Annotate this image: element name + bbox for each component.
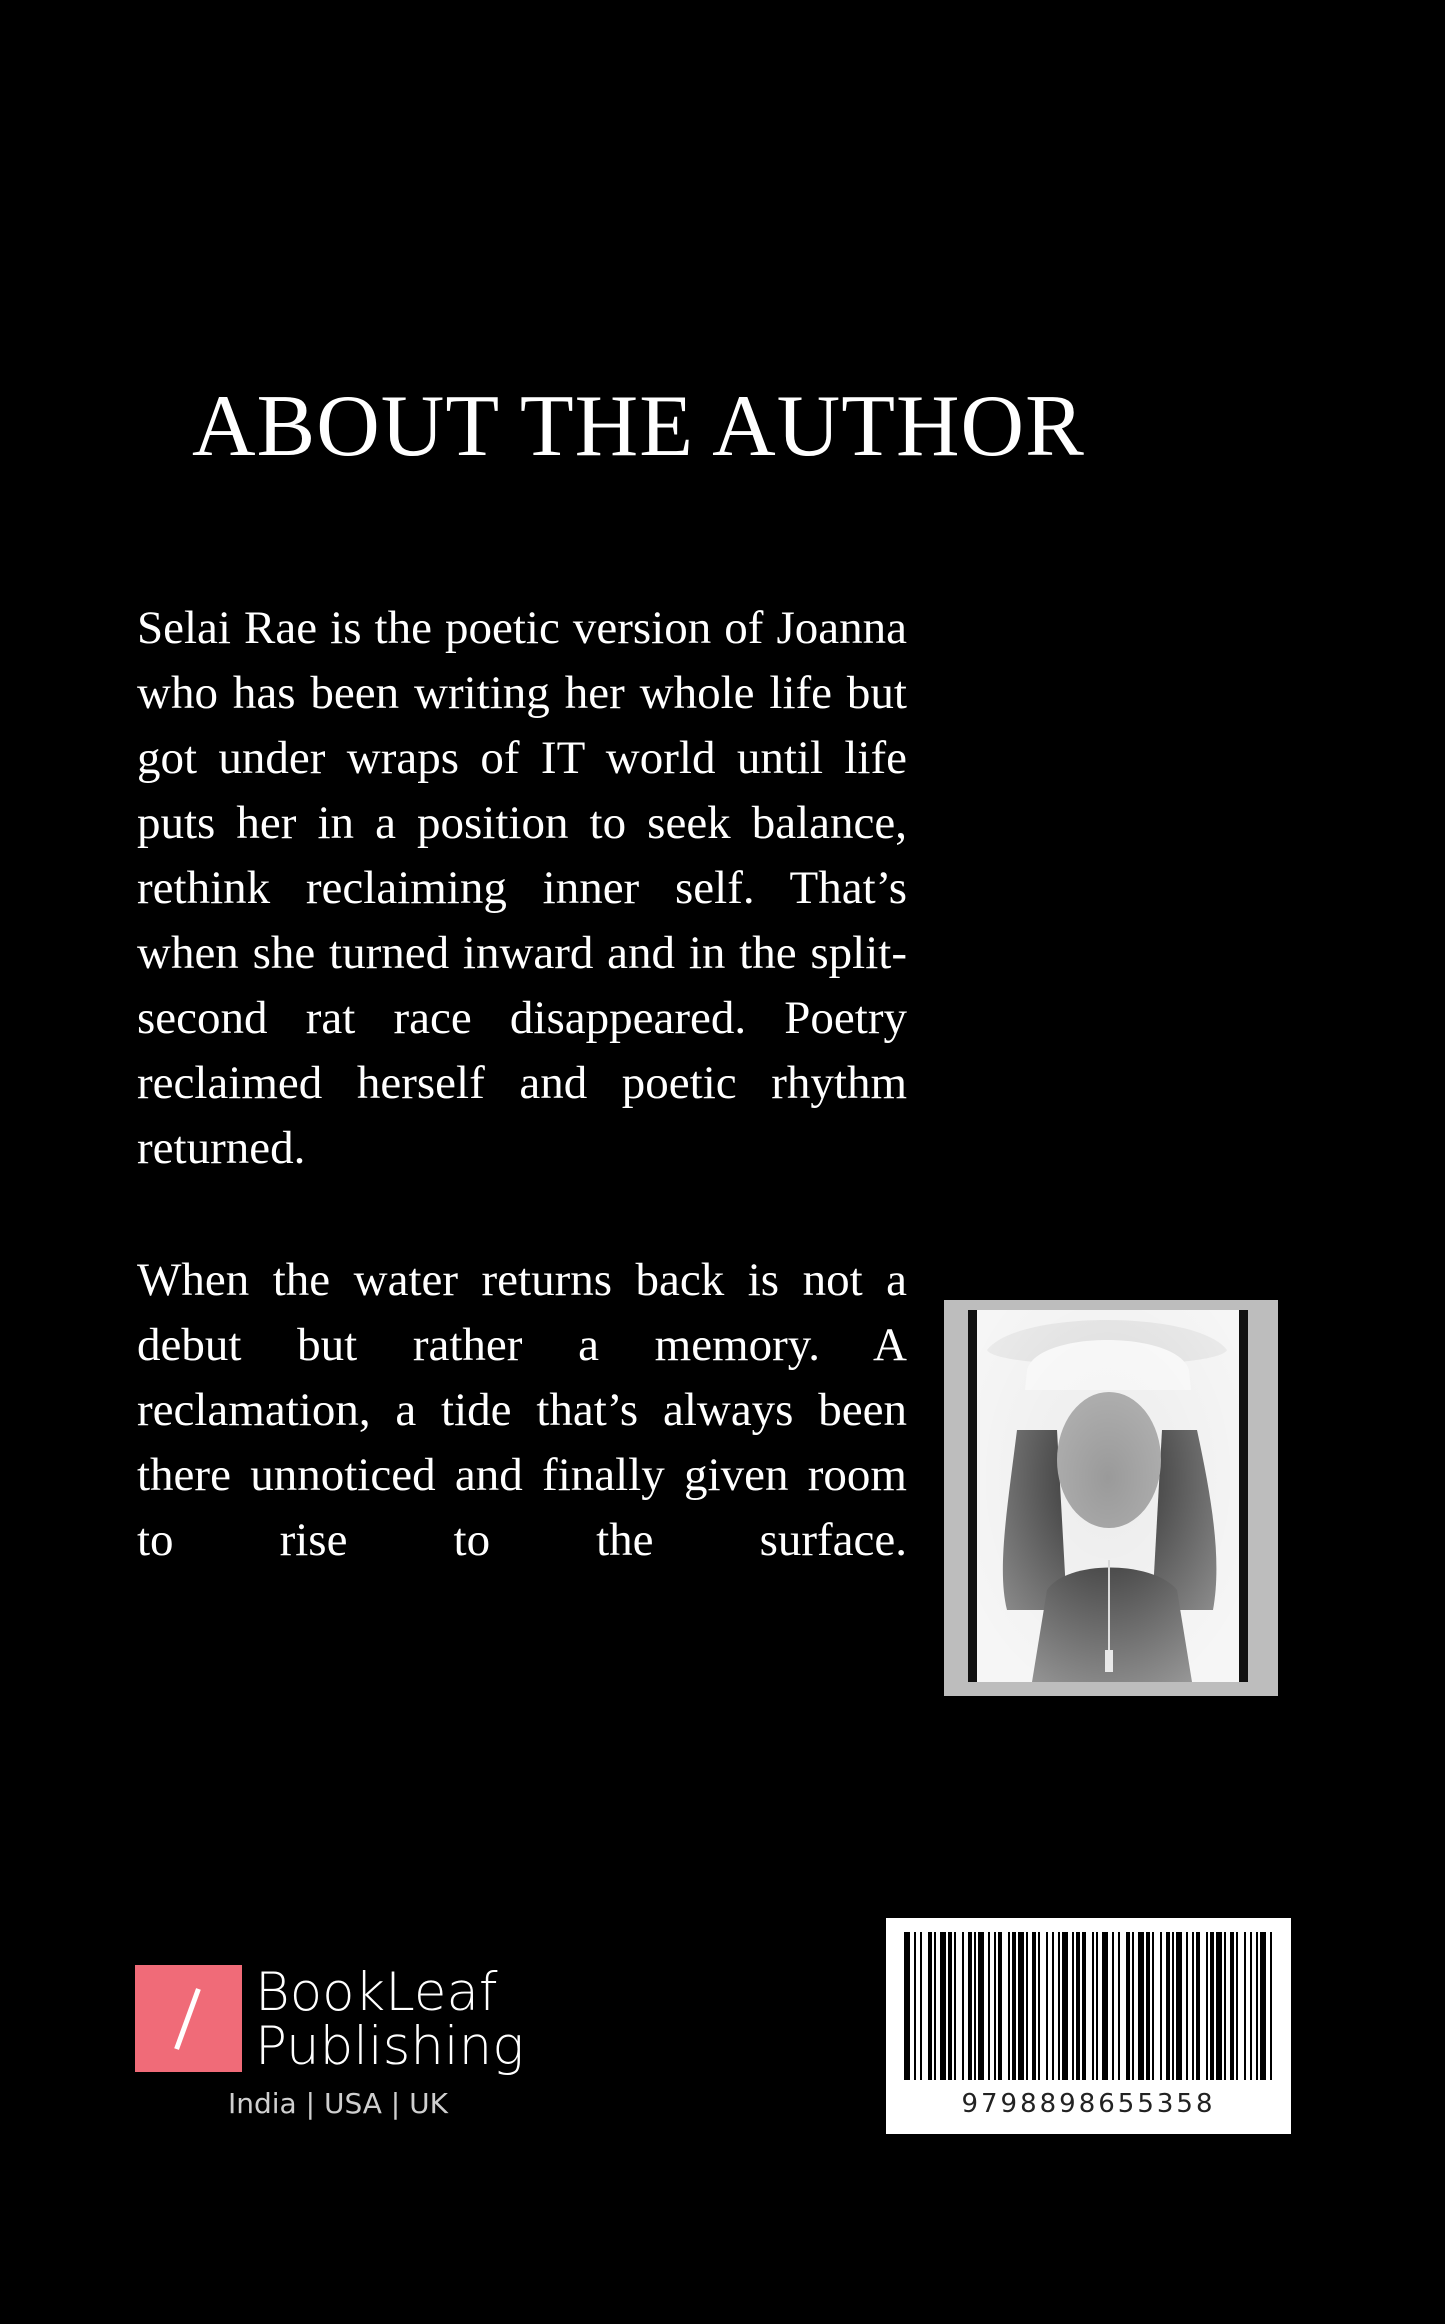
barcode-bar	[1216, 1932, 1222, 2080]
barcode-bar	[1186, 1932, 1188, 2080]
barcode-bar	[1008, 1932, 1010, 2080]
barcode-bar	[1244, 1932, 1246, 2080]
barcode-bar	[1076, 1932, 1080, 2080]
barcode-bar	[1160, 1932, 1162, 2080]
isbn-barcode	[886, 1918, 1291, 2134]
barcode-bar	[1072, 1932, 1074, 2080]
barcode-bar	[948, 1932, 952, 2080]
barcode-bar	[914, 1932, 916, 2080]
barcode-bar	[988, 1932, 990, 2080]
barcode-bar	[978, 1932, 984, 2080]
barcode-bar	[1092, 1932, 1094, 2080]
barcode-bar	[1118, 1932, 1120, 2080]
barcode-bar	[904, 1932, 910, 2080]
slash-icon	[174, 1988, 201, 2050]
barcode-bar	[940, 1932, 946, 2080]
barcode-bar	[1260, 1932, 1266, 2080]
barcode-bar	[1206, 1932, 1208, 2080]
barcode-bar	[1018, 1932, 1024, 2080]
barcode-bar	[1166, 1932, 1170, 2080]
barcode-bar	[1126, 1932, 1130, 2080]
barcode-bar	[954, 1932, 956, 2080]
publisher-regions: India | USA | UK	[228, 2087, 448, 2120]
barcode-bar	[1046, 1932, 1048, 2080]
barcode-bar	[1270, 1932, 1272, 2080]
barcode-bar	[1256, 1932, 1258, 2080]
barcode-bar	[1236, 1932, 1238, 2080]
publisher-name-line-1: BookLeaf	[255, 1962, 498, 2023]
author-photo	[944, 1300, 1278, 1696]
barcode-bar	[1132, 1932, 1134, 2080]
barcode-bar	[1230, 1932, 1234, 2080]
barcode-bar	[1196, 1932, 1200, 2080]
barcode-bar	[968, 1932, 972, 2080]
barcode-bar	[1152, 1932, 1154, 2080]
barcode-bar	[1146, 1932, 1150, 2080]
barcode-bar	[1102, 1932, 1108, 2080]
barcode-bar	[1210, 1932, 1214, 2080]
barcode-bar	[1012, 1932, 1016, 2080]
barcode-bar	[1052, 1932, 1054, 2080]
barcode-bar	[1172, 1932, 1174, 2080]
barcode-bar	[1112, 1932, 1114, 2080]
barcode-bar	[962, 1932, 964, 2080]
barcode-bar	[1058, 1932, 1060, 2080]
isbn-number: 9798898655358	[961, 2089, 1216, 2119]
barcode-bar	[1062, 1932, 1068, 2080]
author-portrait-image	[968, 1310, 1248, 1682]
author-bio-paragraph-1: Selai Rae is the poetic version of Joanna who has been writing her whole life but got under wraps of IT world until life puts her in a position to seek balance, rethink reclaiming inner self. That’s when she turned inward and in the split-second rat race disappeared. Poetry reclaimed herself and poetic rhythm returned.	[137, 602, 907, 1174]
logo-mark-icon	[135, 1965, 242, 2072]
barcode-bar	[1082, 1932, 1086, 2080]
barcode-bar	[1038, 1932, 1040, 2080]
barcode-bar	[920, 1932, 922, 2080]
barcode-bar	[1026, 1932, 1028, 2080]
barcode-bar	[1138, 1932, 1144, 2080]
barcode-bar	[928, 1932, 932, 2080]
barcode-bar	[998, 1932, 1002, 2080]
barcode-bar	[934, 1932, 936, 2080]
barcode-bar	[974, 1932, 976, 2080]
bookleaf-publishing-logo	[135, 1962, 535, 2122]
barcode-bar	[1176, 1932, 1182, 2080]
barcode-bar	[1096, 1932, 1098, 2080]
author-bio-paragraph-2: When the water returns back is not a debut but rather a memory. A reclamation, a tide that’s always been there unnoticed and finally given room to rise to the surface.	[137, 1254, 907, 1566]
barcode-bar	[1032, 1932, 1036, 2080]
barcode-bar	[994, 1932, 996, 2080]
barcode-bar	[1224, 1932, 1226, 2080]
barcode-bar	[1250, 1932, 1252, 2080]
barcode-bar	[1192, 1932, 1194, 2080]
publisher-name-line-2: Publishing	[255, 2016, 525, 2077]
about-the-author-heading: ABOUT THE AUTHOR	[192, 378, 1085, 475]
